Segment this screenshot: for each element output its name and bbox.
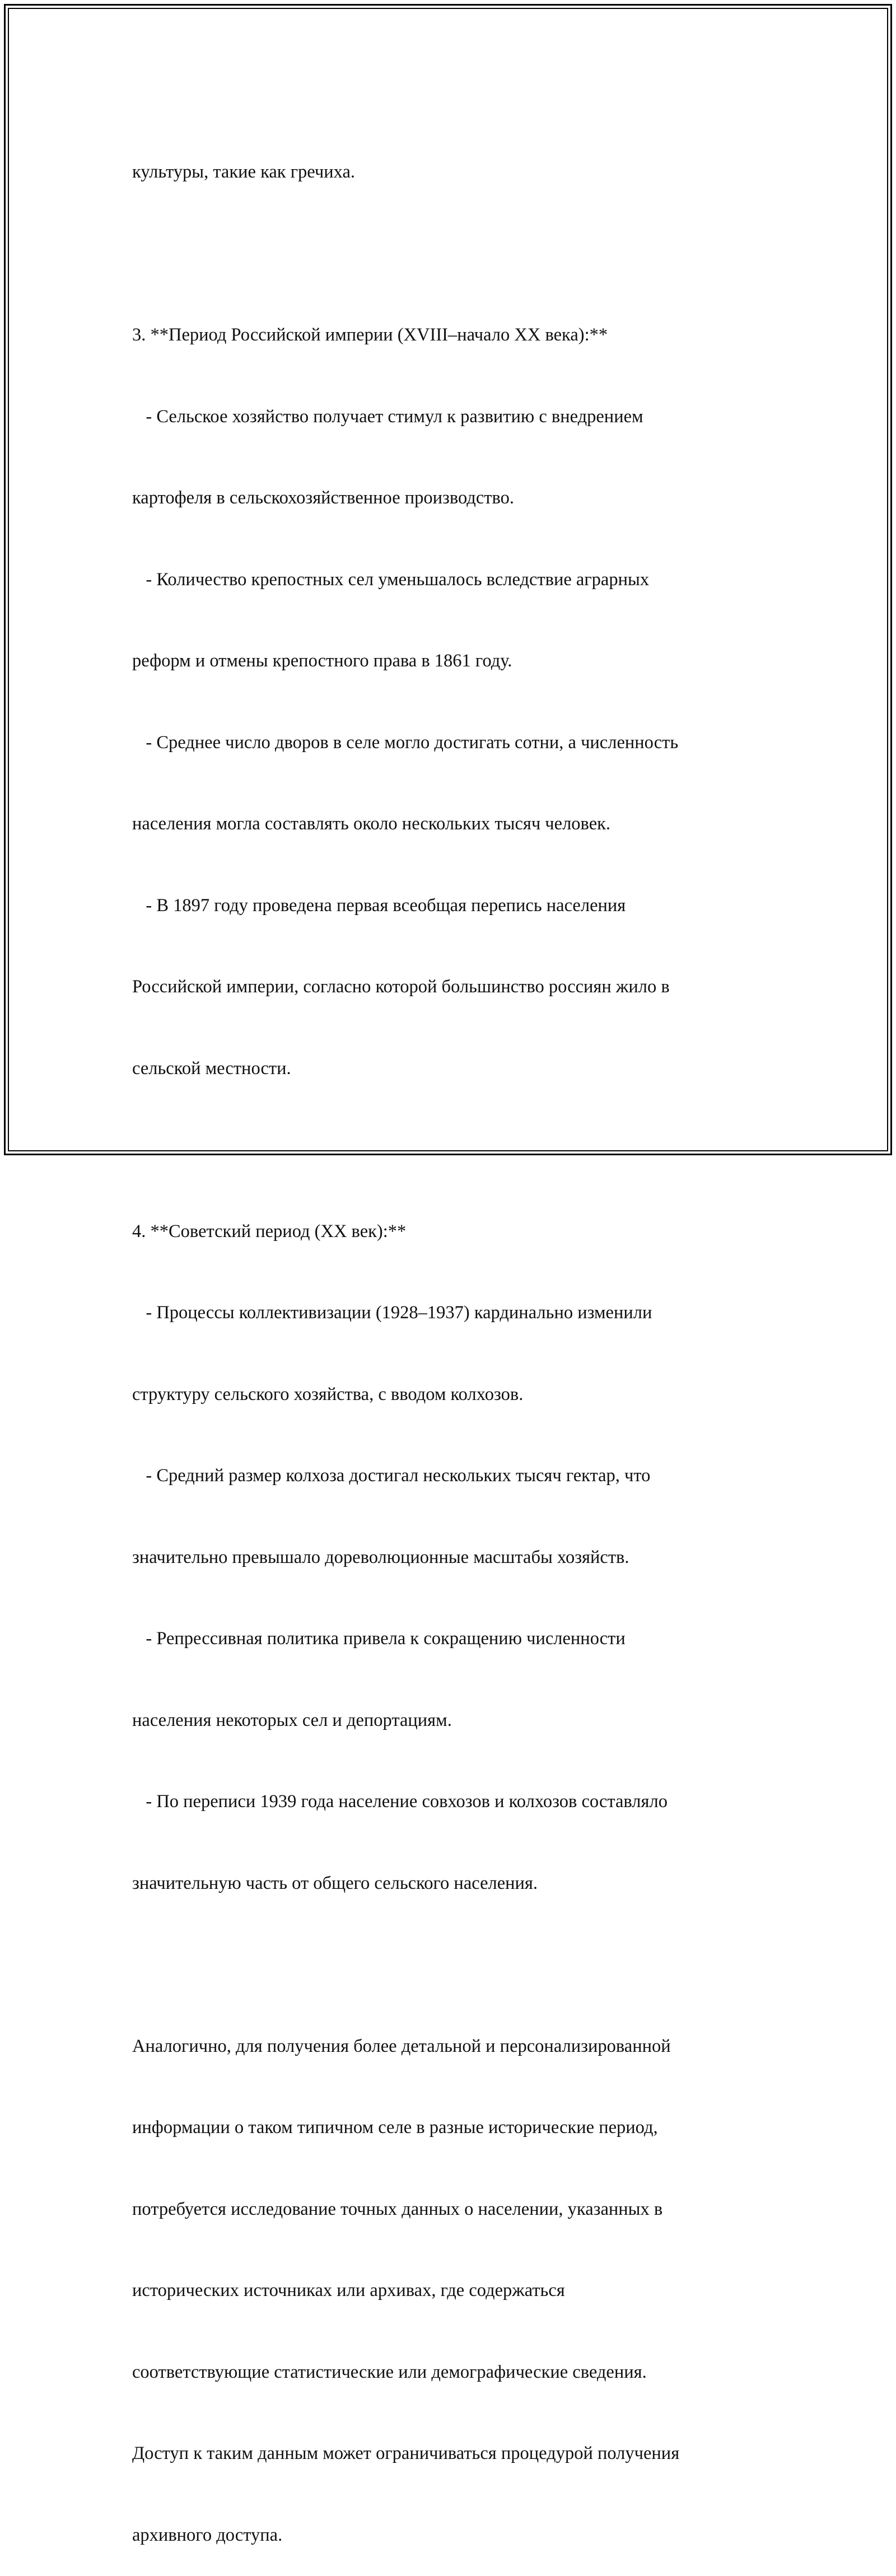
text-line: Доступ к таким данным может ограничиваться процедурой получения bbox=[132, 2443, 680, 2463]
text-line: - В 1897 году проведена первая всеобщая перепись населения bbox=[132, 895, 626, 916]
text-line: Аналогично, для получения более детальной и персонализированной bbox=[132, 2036, 671, 2056]
text-line: значительную часть от общего сельского населения. bbox=[132, 1873, 538, 1893]
blank-line bbox=[132, 1136, 776, 1164]
text-line: культуры, такие как гречиха. bbox=[132, 162, 356, 182]
text-line: населения некоторых сел и депортациям. bbox=[132, 1710, 452, 1730]
text-line: - Среднее число дворов в селе могло достигать сотни, а численность bbox=[132, 732, 679, 753]
text-line: - Репрессивная политика привела к сокращению численности bbox=[132, 1628, 626, 1649]
text-line: реформ и отмены крепостного права в 1861 году. bbox=[132, 651, 512, 671]
text-line: соответствующие статистические или демографические сведения. bbox=[132, 2362, 647, 2382]
text-line: картофеля в сельскохозяйственное производство. bbox=[132, 488, 514, 508]
text-line: - Средний размер колхоза достигал нескольких тысяч гектар, что bbox=[132, 1466, 651, 1486]
blank-line bbox=[132, 1951, 776, 1978]
text-line: информации о таком типичном селе в разные исторические период, bbox=[132, 2117, 658, 2138]
text-line: исторических источниках или архивах, где содержаться bbox=[132, 2280, 565, 2300]
text-line: - Процессы коллективизации (1928–1937) кардинально изменили bbox=[132, 1303, 652, 1323]
text-line: потребуется исследование точных данных о населении, указанных в bbox=[132, 2199, 663, 2219]
text-line: населения могла составлять около нескольких тысяч человек. bbox=[132, 814, 611, 834]
text-line: сельской местности. bbox=[132, 1058, 291, 1079]
text-line: - Сельское хозяйство получает стимул к развитию с внедрением bbox=[132, 406, 643, 427]
text-line: структуру сельского хозяйства, с вводом колхозов. bbox=[132, 1384, 524, 1404]
text-line: значительно превышало дореволюционные масштабы хозяйств. bbox=[132, 1547, 629, 1567]
text-line: архивного доступа. bbox=[132, 2524, 283, 2545]
section-heading: 3. **Период Российской империи (XVIII–начало XX века):** bbox=[132, 325, 608, 345]
blank-line bbox=[132, 240, 776, 268]
text-line: - По переписи 1939 года население совхозов и колхозов составляло bbox=[132, 1791, 668, 1812]
text-line: - Количество крепостных сел уменьшалось вследствие аграрных bbox=[132, 569, 650, 590]
section-heading: 4. **Советский период (XX век):** bbox=[132, 1221, 407, 1242]
text-line: Российской империи, согласно которой большинство россиян жило в bbox=[132, 977, 670, 997]
document-body bbox=[132, 104, 776, 2576]
